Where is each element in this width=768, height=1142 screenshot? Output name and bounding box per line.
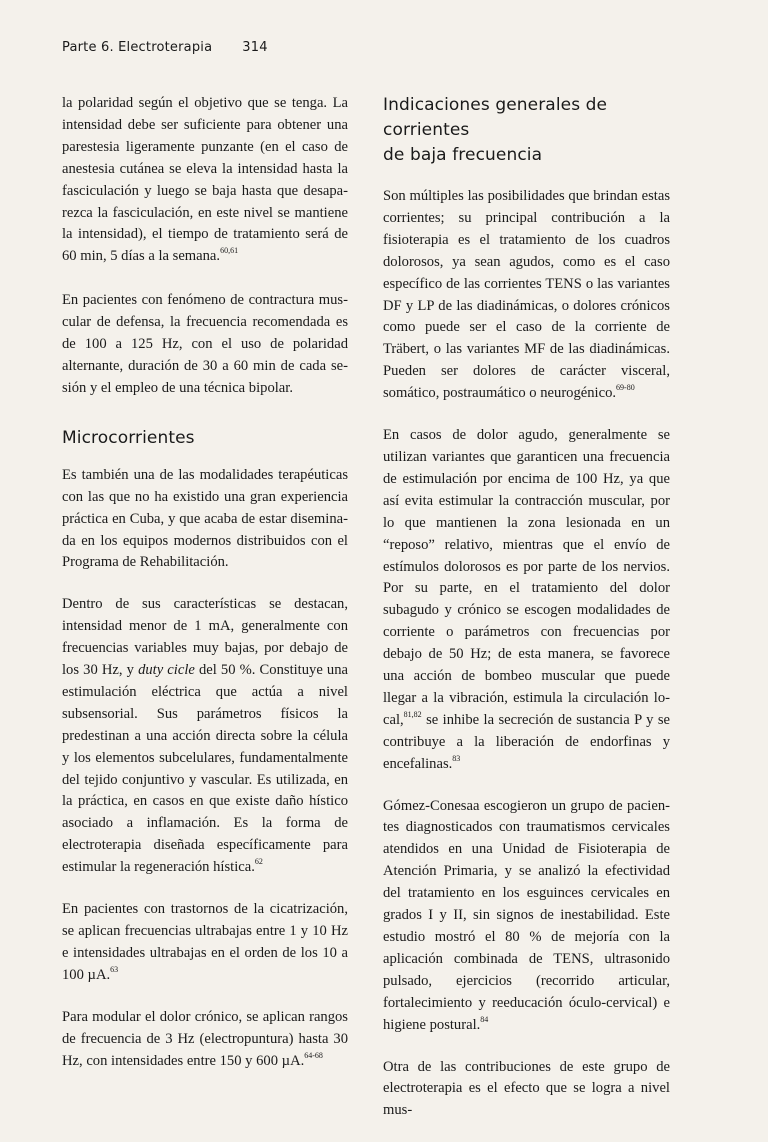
citation-ref: 83 — [452, 753, 461, 763]
left-column — [62, 93, 348, 1092]
paragraph — [383, 796, 670, 1037]
citation-ref: 69-80 — [616, 383, 635, 393]
paragraph — [62, 1007, 348, 1073]
paragraph — [383, 1057, 670, 1123]
paragraph — [62, 899, 348, 987]
section-heading-microcorrientes: Microcorrientes — [62, 427, 195, 448]
paragraph-text: se inhibe la secreción de sustancia P y se contribuye a la liberación de endorfinas y encefalinas. — [383, 711, 670, 772]
citation-ref: 84 — [480, 1014, 489, 1024]
right-column — [383, 93, 670, 1142]
citation-ref: 63 — [110, 964, 119, 974]
paragraph — [62, 465, 348, 575]
italic-term: duty cicle — [138, 662, 195, 679]
paragraph-text: En casos de dolor agudo, generalmente se utilizan variantes que garanticen una frecuencia de estimulación por encima de 100 Hz, ya que así evita estimular la contracción muscular, por lo que mantienen la zona lesionada en un “reposo” relativo, mientras que el envío de estímulos dolorosos es por parte de los nervios. Por su parte, en el tratamiento del dolor subagudo y crónico se escogen modalidades de corriente o parámetros con frecuencias por debajo de 50 Hz; de esta manera, se favorece una acción de bombeo muscular que puede llegar a la vibración, estimula la circulación local, — [383, 427, 670, 728]
paragraph-text: del 50 %. Constituye una estimulación eléctrica que actúa a nivel subsensorial. Sus parámetros físicos la predestinan a una acción directa sobre la célula y los elementos subcelulares, fundamentalmente del tejido conjuntivo y vascular. Es utilizada, en la práctica, en casos en que existe daño hístico asociado a inflamación. Es la forma de electroterapia diseñada específicamente para estimular la regeneración hística. — [62, 662, 348, 876]
paragraph-text: Dentro de sus características se destacan, intensidad menor de 1 mA, generalmente con frecuencias variables muy bajas, por debajo de los 30 Hz, y — [62, 596, 348, 679]
running-header — [62, 40, 268, 55]
paragraph-text: Otra de las contribuciones de este grupo de electroterapia es el efecto que se logra a nivel mus- — [383, 1058, 670, 1119]
heading-line: Indicaciones generales de corrientes — [383, 95, 608, 140]
heading-line: de baja frecuencia — [383, 145, 543, 165]
citation-ref: 60,61 — [220, 246, 239, 256]
paragraph-text: Es también una de las modalidades terapéuticas con las que no ha existido una gran experiencia práctica en Cuba, y que acaba de estar diseminada en los equipos modernos distribuidos con el Programa de Rehabilitación. — [62, 466, 348, 571]
paragraph-text: Gómez-Conesaa escogieron un grupo de pacientes diagnosticados con traumatismos cervicales atendidos en una Unidad de Fisioterapia de Atención Primaria, y se analizó la efectividad del tratamiento en los esguinces cervicales en grados I y II, sin signos de inestabilidad. Este estudio mostró el 80 % de mejoría con la aplicación combinada de TENS, ultrasonido pulsado, ejercicios (recorrido articular, fortalecimiento y reeducación óculo-cervical) e higiene postural. — [383, 797, 670, 1033]
header-section-title: Parte 6. Electroterapia — [62, 40, 213, 55]
paragraph — [62, 290, 348, 400]
citation-ref: 62 — [254, 857, 263, 867]
citation-ref: 81,82 — [403, 709, 422, 719]
paragraph-text: Son múltiples las posibilidades que brindan estas corrientes; su principal contribución a la fisioterapia es el tratamiento de los cuadros dolorosos, ya sean agudos, como es el caso específico de las corrientes TENS o las variantes DF y LP de las diadinámicas, o dolores crónicos como puede ser el caso de la corriente de Träbert, o las variantes MF de las diadinámicas. Pueden ser dolores de carácter visceral, somático, postraumático o neurogénico. — [383, 188, 670, 402]
paragraph — [383, 186, 670, 405]
section-heading-indicaciones — [383, 93, 670, 168]
paragraph-text: En pacientes con trastornos de la cicatrización, se aplican frecuencias ultrabajas entre 1 y 10 Hz e intensidades ultrabajas en el orden de los 10 a 100 µA. — [62, 901, 348, 983]
page-number: 314 — [242, 40, 268, 55]
paragraph-text: En pacientes con fenómeno de contractura muscular de defensa, la frecuencia recomendada es de 100 a 125 Hz, con el uso de polaridad alternante, duración de 30 a 60 min de cada sesión y el empleo de una técnica bipolar. — [62, 292, 348, 396]
paragraph — [62, 594, 348, 879]
paragraph — [383, 425, 670, 776]
citation-ref: 64-68 — [304, 1050, 323, 1060]
paragraph — [62, 93, 348, 268]
paragraph-text: la polaridad según el objetivo que se tenga. La intensidad debe ser suficiente para obtener una parestesia ligeramente punzante (en el caso de anestesia cutánea se eleva la intensidad hasta la fasciculación y luego se baja hasta que desaparezca la fasciculación, en este nivel se mantiene la intensidad), el tiempo de tratamiento será de 60 min, 5 días a la semana. — [62, 95, 348, 265]
paragraph-text: Para modular el dolor crónico, se aplican rangos de frecuencia de 3 Hz (electropuntura) hasta 30 Hz, con intensidades entre 150 y 600 µA. — [62, 1008, 348, 1069]
